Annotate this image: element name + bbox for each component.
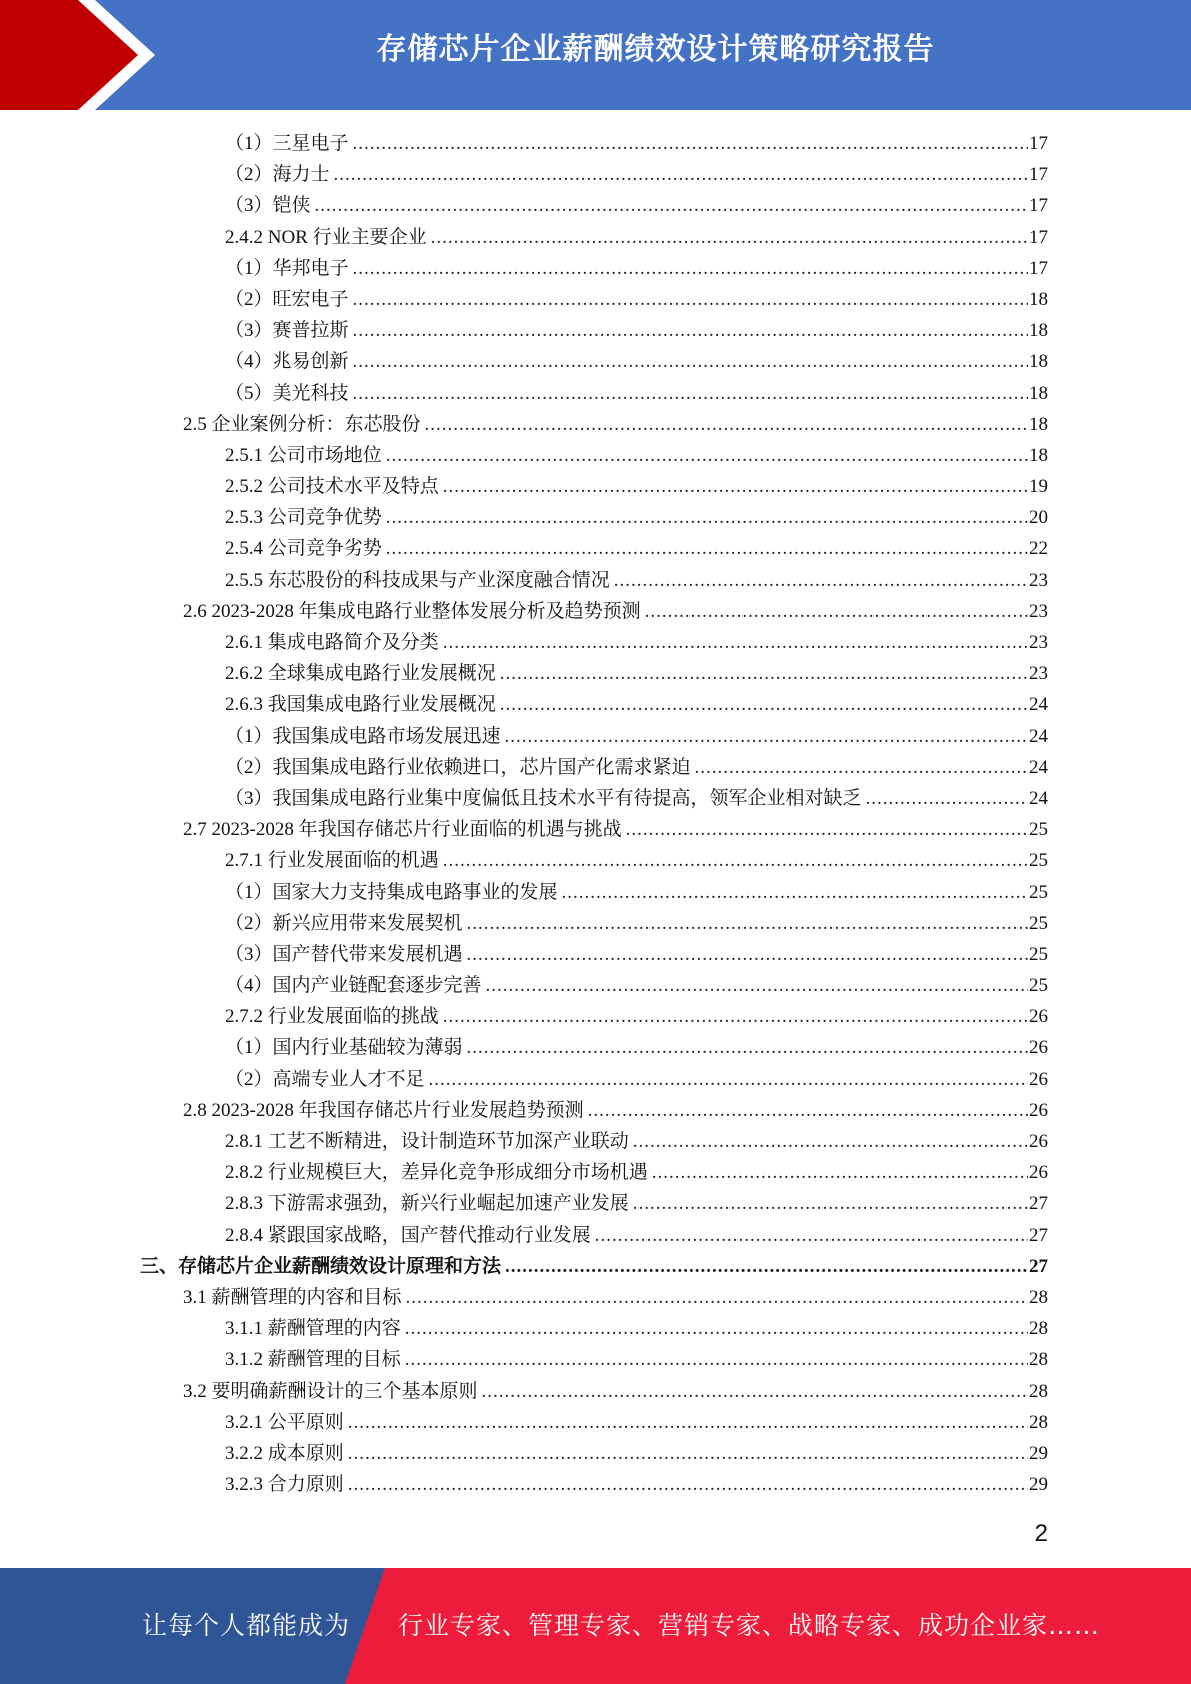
toc-entry-title: （1）我国集成电路市场发展迅速 <box>225 725 501 747</box>
toc-entry[interactable] <box>0 1407 1048 1438</box>
toc-dot-leader <box>443 627 1028 658</box>
toc-entry-page: 28 <box>1029 1411 1048 1433</box>
toc-entry-title: 2.7.2 行业发展面临的挑战 <box>225 1006 439 1028</box>
toc-dot-leader <box>652 1157 1028 1188</box>
toc-dot-leader <box>486 970 1028 1001</box>
table-of-contents <box>0 128 1191 1500</box>
toc-entry-title: 2.7.1 行业发展面临的机遇 <box>225 850 439 872</box>
toc-entry[interactable] <box>0 1001 1048 1032</box>
toc-entry-page: 26 <box>1029 1131 1048 1152</box>
toc-dot-leader <box>626 814 1028 845</box>
document-title: 存储芯片企业薪酬绩效设计策略研究报告 <box>376 32 935 67</box>
toc-entry[interactable] <box>0 1188 1048 1219</box>
toc-dot-leader <box>386 440 1028 471</box>
toc-entry-page: 19 <box>1029 476 1048 498</box>
toc-dot-leader <box>595 1220 1028 1251</box>
toc-entry-title: 2.5 企业案例分析：东芯股份 <box>183 413 421 435</box>
toc-entry[interactable] <box>0 190 1048 221</box>
toc-entry-page: 26 <box>1029 1037 1048 1059</box>
toc-entry[interactable] <box>0 284 1048 315</box>
toc-dot-leader <box>500 689 1028 720</box>
toc-entry-title: 2.8.4 紧跟国家战略，国产替代推动行业发展 <box>225 1224 591 1246</box>
toc-entry-title: 2.8.3 下游需求强劲，新兴行业崛起加速产业发展 <box>225 1193 629 1215</box>
toc-dot-leader <box>443 845 1028 876</box>
page-header <box>0 0 1191 110</box>
toc-entry-title: （5）美光科技 <box>225 382 349 404</box>
toc-entry-title: 2.8.2 行业规模巨大，差异化竞争形成细分市场机遇 <box>225 1162 648 1184</box>
toc-entry-title: 2.6.2 全球集成电路行业发展概况 <box>225 663 496 685</box>
toc-entry[interactable] <box>0 159 1048 190</box>
toc-dot-leader <box>353 253 1028 284</box>
toc-entry-title: （1）国内行业基础较为薄弱 <box>225 1037 463 1059</box>
toc-entry-title: 3.2.2 成本原则 <box>225 1442 344 1464</box>
toc-entry-page: 17 <box>1029 133 1048 154</box>
toc-entry-page: 17 <box>1029 226 1048 248</box>
toc-entry-page: 24 <box>1029 694 1048 716</box>
toc-entry[interactable] <box>0 253 1048 284</box>
toc-entry-title: （3）铠侠 <box>225 195 311 217</box>
toc-entry-title: （2）高端专业人才不足 <box>225 1068 425 1090</box>
toc-entry-title: （1）国家大力支持集成电路事业的发展 <box>225 881 558 903</box>
toc-entry-title: （2）新兴应用带来发展契机 <box>225 912 463 934</box>
toc-dot-leader <box>443 471 1028 502</box>
toc-dot-leader <box>482 1376 1028 1407</box>
toc-entry[interactable] <box>0 1251 1048 1282</box>
toc-entry-title: 2.6 2023-2028 年集成电路行业整体发展分析及趋势预测 <box>183 600 641 622</box>
toc-entry-title: 2.5.3 公司竞争优势 <box>225 507 382 529</box>
toc-entry-page: 17 <box>1029 164 1048 186</box>
toc-dot-leader <box>467 908 1028 939</box>
toc-entry-page: 28 <box>1029 1318 1048 1340</box>
toc-entry-page: 25 <box>1029 850 1048 872</box>
toc-dot-leader <box>405 1313 1028 1344</box>
toc-entry[interactable] <box>0 1344 1048 1375</box>
toc-entry-page: 18 <box>1029 288 1048 310</box>
toc-entry[interactable] <box>0 533 1048 564</box>
toc-dot-leader <box>348 1407 1028 1438</box>
toc-dot-leader <box>588 1095 1028 1126</box>
toc-entry-title: （2）我国集成电路行业依赖进口，芯片国产化需求紧迫 <box>225 756 691 778</box>
toc-dot-leader <box>348 1438 1028 1469</box>
header-chevron-accent <box>0 0 160 110</box>
toc-entry[interactable] <box>0 814 1048 845</box>
toc-entry-title: （4）国内产业链配套逐步完善 <box>225 975 482 997</box>
toc-entry[interactable] <box>0 1438 1048 1469</box>
toc-entry-title: （3）国产替代带来发展机遇 <box>225 943 463 965</box>
toc-dot-leader <box>562 877 1028 908</box>
toc-entry[interactable] <box>0 596 1048 627</box>
toc-dot-leader <box>315 190 1028 221</box>
toc-entry-page: 18 <box>1029 413 1048 435</box>
toc-entry-title: 2.5.2 公司技术水平及特点 <box>225 476 439 498</box>
toc-entry-page: 28 <box>1029 1286 1048 1308</box>
toc-entry-page: 18 <box>1029 382 1048 404</box>
toc-entry[interactable] <box>0 658 1048 689</box>
toc-dot-leader <box>866 783 1028 814</box>
toc-entry-page: 24 <box>1029 756 1048 778</box>
toc-entry-page: 23 <box>1029 632 1048 653</box>
toc-entry[interactable] <box>0 1095 1048 1126</box>
toc-entry-title: （2）旺宏电子 <box>225 288 349 310</box>
toc-entry-page: 25 <box>1029 819 1048 841</box>
toc-dot-leader <box>443 1001 1028 1032</box>
toc-entry-title: 三、存储芯片企业薪酬绩效设计原理和方法 <box>140 1255 502 1277</box>
toc-entry[interactable] <box>0 378 1048 409</box>
toc-entry-page: 27 <box>1029 1224 1048 1246</box>
toc-entry-page: 26 <box>1029 1162 1048 1184</box>
toc-entry[interactable] <box>0 1282 1048 1313</box>
toc-entry[interactable] <box>0 222 1048 253</box>
toc-entry-page: 23 <box>1029 663 1048 685</box>
toc-entry-title: 3.1.2 薪酬管理的目标 <box>225 1349 401 1371</box>
toc-dot-leader <box>386 502 1028 533</box>
toc-entry[interactable] <box>0 908 1048 939</box>
page-number: 2 <box>1034 1520 1048 1547</box>
toc-dot-leader <box>334 159 1028 190</box>
toc-entry[interactable] <box>0 1376 1048 1407</box>
toc-entry-page: 26 <box>1029 1006 1048 1028</box>
toc-entry-page: 25 <box>1029 943 1048 965</box>
toc-entry-title: 3.2.3 合力原则 <box>225 1474 344 1496</box>
toc-entry[interactable] <box>0 1126 1048 1157</box>
toc-entry[interactable] <box>0 845 1048 876</box>
toc-entry[interactable] <box>0 315 1048 346</box>
toc-entry-page: 27 <box>1029 1193 1048 1215</box>
toc-dot-leader <box>633 1126 1028 1157</box>
toc-entry-page: 18 <box>1029 444 1048 466</box>
toc-entry-page: 28 <box>1029 1349 1048 1371</box>
toc-entry[interactable] <box>0 970 1048 1001</box>
toc-entry[interactable] <box>0 783 1048 814</box>
toc-entry[interactable] <box>0 877 1048 908</box>
toc-entry[interactable] <box>0 1064 1048 1095</box>
toc-entry-page: 27 <box>1029 1255 1048 1277</box>
toc-entry[interactable] <box>0 128 1048 159</box>
toc-entry[interactable] <box>0 1157 1048 1188</box>
toc-dot-leader <box>406 1282 1028 1313</box>
toc-dot-leader <box>348 1469 1028 1500</box>
toc-dot-leader <box>614 565 1028 596</box>
toc-entry[interactable] <box>0 627 1048 658</box>
toc-entry-title: （3）赛普拉斯 <box>225 320 349 342</box>
toc-entry-page: 26 <box>1029 1068 1048 1090</box>
toc-entry[interactable] <box>0 721 1048 752</box>
toc-entry[interactable] <box>0 346 1048 377</box>
toc-entry-page: 22 <box>1029 538 1048 560</box>
toc-entry-page: 29 <box>1029 1442 1048 1464</box>
toc-entry-page: 25 <box>1029 975 1048 997</box>
toc-dot-leader <box>425 409 1028 440</box>
toc-entry-page: 18 <box>1029 351 1048 373</box>
toc-dot-leader <box>695 752 1028 783</box>
toc-entry-page: 20 <box>1029 507 1048 529</box>
toc-dot-leader <box>429 1064 1028 1095</box>
toc-entry-title: 2.6.3 我国集成电路行业发展概况 <box>225 694 496 716</box>
toc-dot-leader <box>505 1251 1028 1282</box>
toc-entry-title: 2.6.1 集成电路简介及分类 <box>225 632 439 653</box>
toc-dot-leader <box>500 658 1028 689</box>
toc-entry[interactable] <box>0 1469 1048 1500</box>
toc-entry[interactable] <box>0 409 1048 440</box>
toc-dot-leader <box>645 596 1028 627</box>
toc-entry-title: 2.8 2023-2028 年我国存储芯片行业发展趋势预测 <box>183 1099 584 1121</box>
toc-entry[interactable] <box>0 565 1048 596</box>
toc-dot-leader <box>386 533 1028 564</box>
toc-entry-title: 3.2 要明确薪酬设计的三个基本原则 <box>183 1380 478 1402</box>
toc-dot-leader <box>467 1032 1028 1063</box>
toc-entry[interactable] <box>0 1313 1048 1344</box>
toc-entry[interactable] <box>0 440 1048 471</box>
toc-entry-title: （2）海力士 <box>225 164 330 186</box>
toc-entry-title: （3）我国集成电路行业集中度偏低且技术水平有待提高，领军企业相对缺乏 <box>225 787 862 809</box>
toc-entry-page: 17 <box>1029 195 1048 217</box>
toc-entry-page: 17 <box>1029 257 1048 279</box>
page-footer <box>0 1568 1191 1684</box>
toc-entry[interactable] <box>0 689 1048 720</box>
toc-entry-title: 3.2.1 公平原则 <box>225 1411 344 1433</box>
toc-entry-page: 26 <box>1029 1099 1048 1121</box>
toc-dot-leader <box>353 378 1028 409</box>
toc-entry-title: 2.5.5 东芯股份的科技成果与产业深度融合情况 <box>225 569 610 591</box>
toc-dot-leader <box>353 315 1028 346</box>
toc-entry[interactable] <box>0 939 1048 970</box>
toc-entry-page: 23 <box>1029 569 1048 591</box>
toc-dot-leader <box>467 939 1028 970</box>
toc-entry-page: 29 <box>1029 1474 1048 1496</box>
toc-entry-title: （4）兆易创新 <box>225 351 349 373</box>
toc-entry-title: 2.7 2023-2028 年我国存储芯片行业面临的机遇与挑战 <box>183 819 622 841</box>
toc-entry-page: 25 <box>1029 881 1048 903</box>
toc-entry[interactable] <box>0 1220 1048 1251</box>
toc-entry[interactable] <box>0 502 1048 533</box>
toc-dot-leader <box>505 721 1028 752</box>
toc-entry-title: （1）三星电子 <box>225 133 349 154</box>
toc-entry-title: （1）华邦电子 <box>225 257 349 279</box>
toc-entry-title: 2.8.1 工艺不断精进，设计制造环节加深产业联动 <box>225 1131 629 1152</box>
toc-entry-title: 2.5.1 公司市场地位 <box>225 444 382 466</box>
toc-dot-leader <box>353 284 1028 315</box>
toc-entry-page: 18 <box>1029 320 1048 342</box>
toc-entry[interactable] <box>0 471 1048 502</box>
toc-entry-title: 3.1.1 薪酬管理的内容 <box>225 1318 401 1340</box>
toc-dot-leader <box>353 128 1028 159</box>
toc-entry[interactable] <box>0 1032 1048 1063</box>
toc-dot-leader <box>633 1188 1028 1219</box>
toc-dot-leader <box>353 346 1028 377</box>
toc-entry-page: 28 <box>1029 1380 1048 1402</box>
toc-dot-leader <box>405 1344 1028 1375</box>
toc-dot-leader <box>431 222 1028 253</box>
toc-entry[interactable] <box>0 752 1048 783</box>
toc-entry-title: 3.1 薪酬管理的内容和目标 <box>183 1286 402 1308</box>
toc-entry-title: 2.4.2 NOR 行业主要企业 <box>225 226 427 248</box>
toc-entry-title: 2.5.4 公司竞争劣势 <box>225 538 382 560</box>
footer-tagline: 行业专家、管理专家、营销专家、战略专家、成功企业家…… <box>398 1611 1101 1640</box>
toc-entry-page: 24 <box>1029 787 1048 809</box>
footer-slogan: 让每个人都能成为 <box>142 1611 351 1640</box>
toc-entry-page: 25 <box>1029 912 1048 934</box>
toc-entry-page: 24 <box>1029 725 1048 747</box>
toc-entry-page: 23 <box>1029 600 1048 622</box>
